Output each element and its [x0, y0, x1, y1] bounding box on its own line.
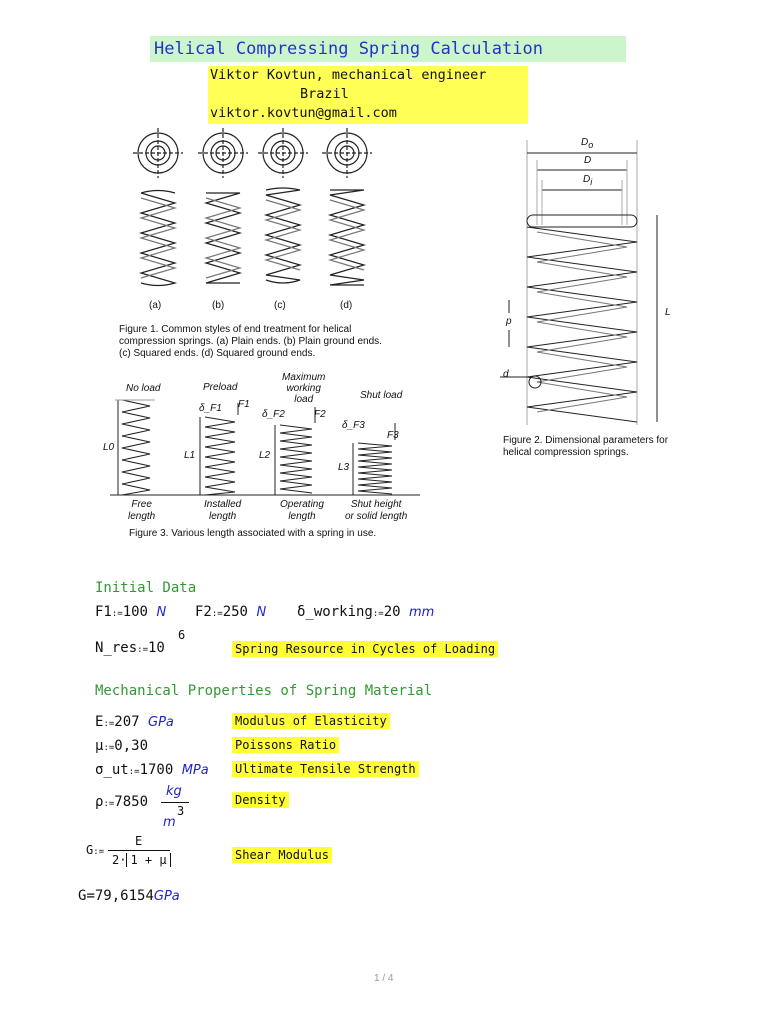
fig3-free-length-line2: length [128, 511, 156, 522]
fig2-Do-label: $D_o$ [581, 137, 594, 150]
author-email: viktor.kovtun@gmail.com [210, 105, 397, 121]
assign-op: := [372, 609, 384, 619]
fig3-operating-length-line2: length [288, 511, 316, 522]
fig3-max-load-line2: working [286, 383, 321, 394]
fig3-solid-length [345, 499, 407, 523]
fig3-dF2: δ_F2 [262, 409, 285, 420]
assign-op: := [103, 799, 115, 809]
assign-op: := [103, 743, 115, 753]
fig3-no-load: No load [126, 383, 161, 394]
fig1-label-b: (b) [212, 300, 225, 311]
fig3-solid-length-line2: or solid length [345, 511, 408, 522]
mu-value: 0,30 [114, 738, 148, 754]
N-res-value: 10 [148, 640, 165, 656]
assign-op: := [137, 645, 148, 655]
fig3-L2: L2 [259, 450, 271, 461]
assign-op: := [103, 719, 115, 729]
N-res-description: Spring Resource in Cycles of Loading [232, 641, 498, 657]
mult-op: · [119, 853, 127, 867]
G-name: G [86, 843, 94, 857]
author-block [208, 66, 528, 124]
fig2-Di-label: $D_i$ [583, 174, 593, 187]
sigma-ut-name: σ_ut [95, 762, 129, 778]
fig3-operating-length [280, 499, 324, 523]
rho-value: 7850 [114, 794, 148, 810]
spring-b-end-view [198, 128, 248, 178]
sigma-ut-value: 1700 [139, 762, 174, 778]
delta-working-name: δ_working [297, 604, 373, 620]
spring-a-end-view [133, 128, 183, 178]
rho-definition [95, 794, 148, 810]
F1-definition [95, 604, 166, 620]
F2-definition [195, 604, 266, 620]
fig3-F1: F1 [238, 399, 250, 410]
eq-op: = [86, 888, 95, 904]
rho-description: Density [232, 792, 289, 808]
F2-value: 250 [222, 604, 248, 620]
sigma-ut-unit: MPa [181, 763, 209, 778]
fig2-d-label: d [503, 369, 509, 380]
figure1-caption-line2: compression springs. (a) Plain ends. (b) Plain ground ends. [119, 336, 382, 347]
fig3-free-length-line1: Free [131, 499, 152, 510]
fig3-operating-length-line1: Operating [280, 499, 324, 510]
fig3-L3: L3 [338, 462, 350, 473]
figure2-caption-line1: Figure 2. Dimensional parameters for [503, 435, 669, 446]
F1-name: F1 [95, 604, 112, 620]
F2-name: F2 [195, 604, 212, 620]
fig3-preload: Preload [203, 382, 238, 393]
G-denominator-factor: 2 [112, 853, 120, 867]
figure2-spring-dimensions [495, 135, 690, 430]
fig3-F2: F2 [314, 409, 326, 420]
figure2-caption-line2: helical compression springs. [503, 447, 629, 458]
figure1-caption-line1: Figure 1. Common styles of end treatment for helical [119, 324, 352, 335]
fig1-label-a: (a) [149, 300, 162, 311]
fig2-p-label: p [506, 316, 512, 327]
G-result-name: G [78, 888, 87, 904]
author-name: Viktor Kovtun, mechanical engineer [210, 67, 487, 83]
F2-unit: N [256, 605, 267, 620]
sigma-ut-definition [95, 762, 209, 778]
figure2-caption [503, 435, 693, 459]
fig2-L-label: L [665, 307, 671, 318]
fig3-L1: L1 [184, 450, 196, 461]
G-formula-denominator [112, 853, 171, 867]
author-country: Brazil [300, 86, 349, 102]
page-title: Helical Compressing Spring Calculation [150, 36, 626, 62]
F1-value: 100 [122, 604, 148, 620]
fig1-label-c: (c) [274, 300, 286, 311]
E-definition [95, 714, 174, 730]
fig3-installed-length-line2: length [209, 511, 237, 522]
assign-op: := [93, 847, 105, 857]
rho-unit-numerator: kg [166, 784, 182, 799]
fig3-max-load-line1: Maximum [282, 372, 326, 383]
E-name: E [95, 714, 104, 730]
fig3-dF3: δ_F3 [342, 420, 365, 431]
fig3-F3: F3 [387, 430, 399, 441]
delta-working-unit: mm [409, 605, 435, 620]
mu-description: Poissons Ratio [232, 737, 339, 753]
F1-unit: N [156, 605, 167, 620]
G-formula-numerator: E [135, 834, 143, 848]
fig3-installed-length [204, 499, 241, 523]
fig3-installed-length-line1: Installed [204, 499, 242, 510]
G-formula-lhs [86, 843, 104, 857]
mech-props-heading: Mechanical Properties of Spring Material [95, 683, 433, 699]
rho-unit-exponent: 3 [177, 804, 185, 818]
spring-solid [358, 443, 392, 494]
figure1-caption [119, 324, 409, 360]
fig3-solid-length-line1: Shut height [350, 499, 402, 510]
figure3-caption: Figure 3. Various length associated with a spring in use. [129, 528, 377, 539]
E-value: 207 [114, 714, 140, 730]
delta-working-definition [297, 604, 434, 620]
sigma-ut-description: Ultimate Tensile Strength [232, 761, 419, 777]
spring-d-end-view [322, 128, 372, 178]
rho-name: ρ [95, 794, 104, 810]
rho-fraction-bar [161, 802, 189, 803]
G-result-unit: GPa [153, 889, 180, 904]
spring-d-coil [330, 190, 364, 285]
fig3-max-load-line3: load [294, 394, 314, 405]
assign-op: := [211, 609, 223, 619]
G-result [78, 888, 180, 904]
E-description: Modulus of Elasticity [232, 713, 390, 729]
G-fraction-bar [108, 850, 170, 851]
spring-free [122, 400, 150, 495]
fig3-max-load [282, 372, 325, 405]
assign-op: := [111, 609, 123, 619]
page-indicator: 1 / 4 [374, 973, 394, 984]
spring-c-end-view [258, 128, 308, 178]
N-res-exponent: 6 [178, 628, 186, 642]
figure1-springs [125, 128, 375, 318]
N-res-definition [95, 640, 165, 656]
initial-data-heading: Initial Data [95, 580, 197, 596]
N-res-name: N_res [95, 640, 138, 656]
fig3-L0: L0 [103, 442, 115, 453]
mu-name: μ [95, 738, 104, 754]
spring-installed [205, 417, 235, 495]
G-result-value: 79,6154 [94, 888, 154, 904]
figure1-caption-line3: (c) Squared ends. (d) Squared ground ends. [119, 348, 316, 359]
fig1-label-d: (d) [340, 300, 353, 311]
fig2-D-label: D [584, 155, 592, 166]
rho-unit-denominator: m [163, 815, 176, 830]
fig3-dF1: δ_F1 [199, 403, 222, 414]
delta-working-value: 20 [383, 604, 401, 620]
E-unit: GPa [148, 715, 174, 730]
G-description: Shear Modulus [232, 847, 332, 863]
fig3-free-length [128, 499, 155, 523]
assign-op: := [128, 767, 140, 777]
G-denominator-paren: 1 + μ [126, 853, 170, 867]
mu-definition [95, 738, 148, 754]
spring-a-coil [141, 191, 175, 286]
spring-operating [280, 425, 312, 493]
fig3-shut-load: Shut load [360, 390, 403, 401]
